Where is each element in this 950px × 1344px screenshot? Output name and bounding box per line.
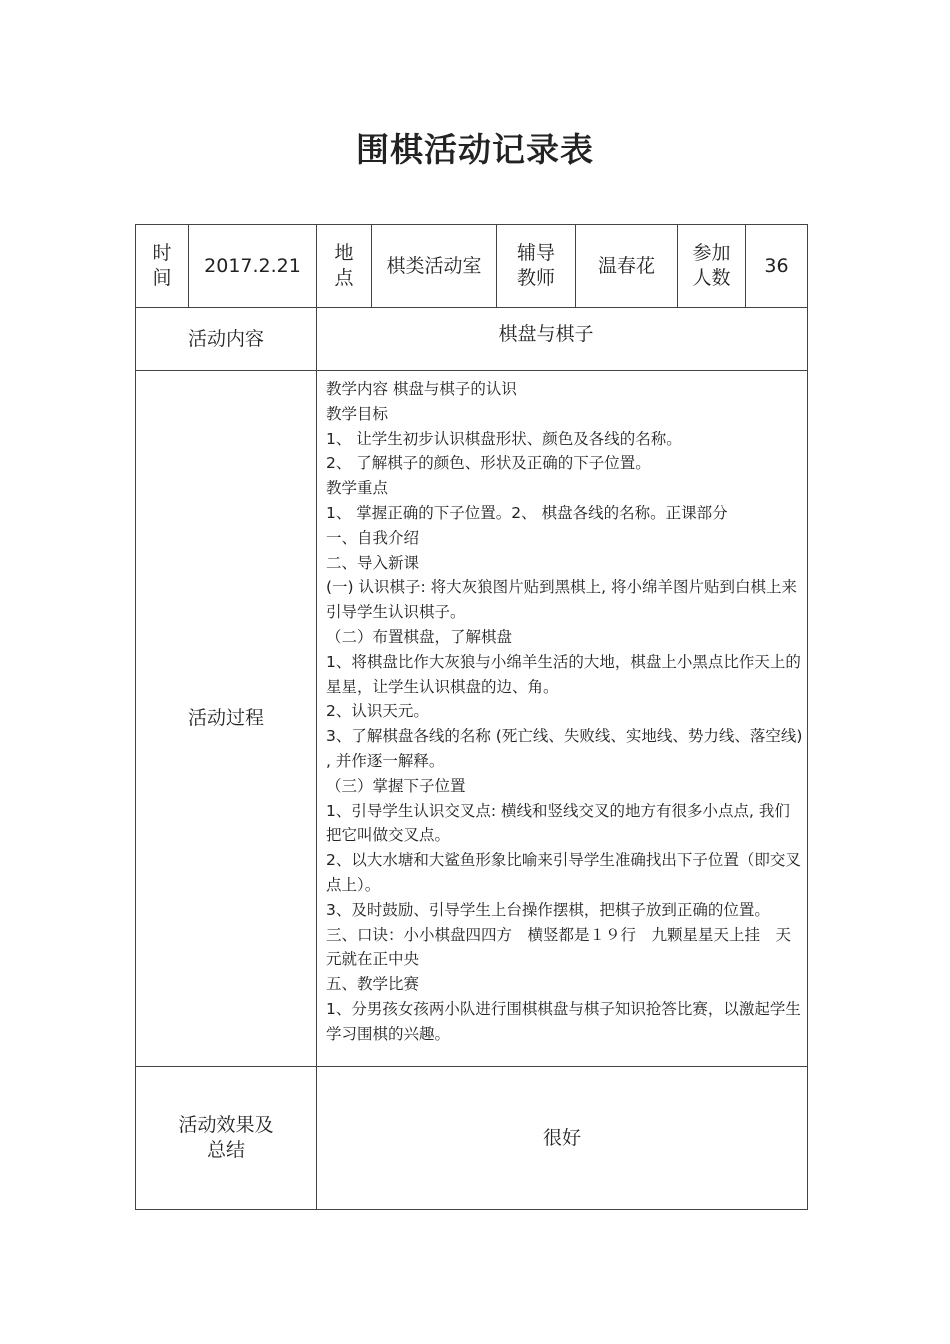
time-label: 时间 [136,225,189,308]
process-line: 1、 让学生初步认识棋盘形状、颜色及各线的名称。 [326,429,682,448]
process-line: 教学重点 [326,479,389,498]
process-line: 1、 掌握正确的下子位置。2、 棋盘各线的名称。正课部分 [326,503,728,522]
process-line: 1、引导学生认识交叉点: 横线和竖线交叉的地方有很多小点点, 我们把它叫做交叉点。 [326,801,790,845]
teacher-label: 辅导教师 [497,225,576,308]
process-line: 1、分男孩女孩两小队进行围棋棋盘与棋子知识抢答比赛，以激起学生学习围棋的兴趣。 [326,999,801,1043]
teacher-value: 温春花 [576,225,678,308]
process-line: 五、教学比赛 [326,975,420,994]
time-value: 2017.2.21 [189,225,317,308]
document-title: 围棋活动记录表 [356,130,594,169]
content-value: 棋盘与棋子 [317,308,808,371]
content-label: 活动内容 [136,308,317,371]
process-line: 2、 了解棋子的颜色、形状及正确的下子位置。 [326,454,651,473]
process-line: 三、口诀：小小棋盘四四方 横竖都是１９行 九颗星星天上挂 天元就在正中央 [326,925,792,969]
place-label: 地点 [317,225,372,308]
content-row [136,308,808,371]
process-line: 3、了解棋盘各线的名称 (死亡线、失败线、实地线、势力线、落空线) , 并作逐一解释。 [326,727,803,770]
process-line: 2、以大水塘和大鲨鱼形象比喻来引导学生准确找出下子位置（即交叉点上）。 [326,851,801,894]
process-line: 一、自我介绍 [326,528,420,547]
process-line: 2、认识天元。 [326,702,429,721]
process-text [317,371,808,1067]
summary-row [136,1067,808,1210]
process-line: 1、将棋盘比作大灰狼与小绵羊生活的大地，棋盘上小黑点比作天上的星星，让学生认识棋盘的边、角。 [326,652,801,696]
participant-count-label: 参加人数 [678,225,746,308]
summary-value: 很好 [317,1067,808,1210]
process-line: 二、导入新课 [326,553,420,572]
participant-count-value: 36 [746,225,808,308]
header-row [136,225,808,308]
process-line: 教学内容 棋盘与棋子的认识 [326,380,517,398]
process-row [136,371,808,1067]
activity-record-table [135,224,808,1210]
summary-label: 活动效果及总结 [136,1067,317,1210]
process-line: （三）掌握下子位置 [326,776,466,795]
process-line: （二）布置棋盘，了解棋盘 [326,627,513,646]
place-value: 棋类活动室 [372,225,497,308]
process-line: (一) 认识棋子: 将大灰狼图片贴到黑棋上, 将小绵羊图片贴到白棋上来引导学生认识棋子。 [326,578,798,622]
process-line: 3、及时鼓励、引导学生上台操作摆棋，把棋子放到正确的位置。 [326,900,770,919]
process-label: 活动过程 [136,371,317,1067]
process-line: 教学目标 [326,404,389,423]
